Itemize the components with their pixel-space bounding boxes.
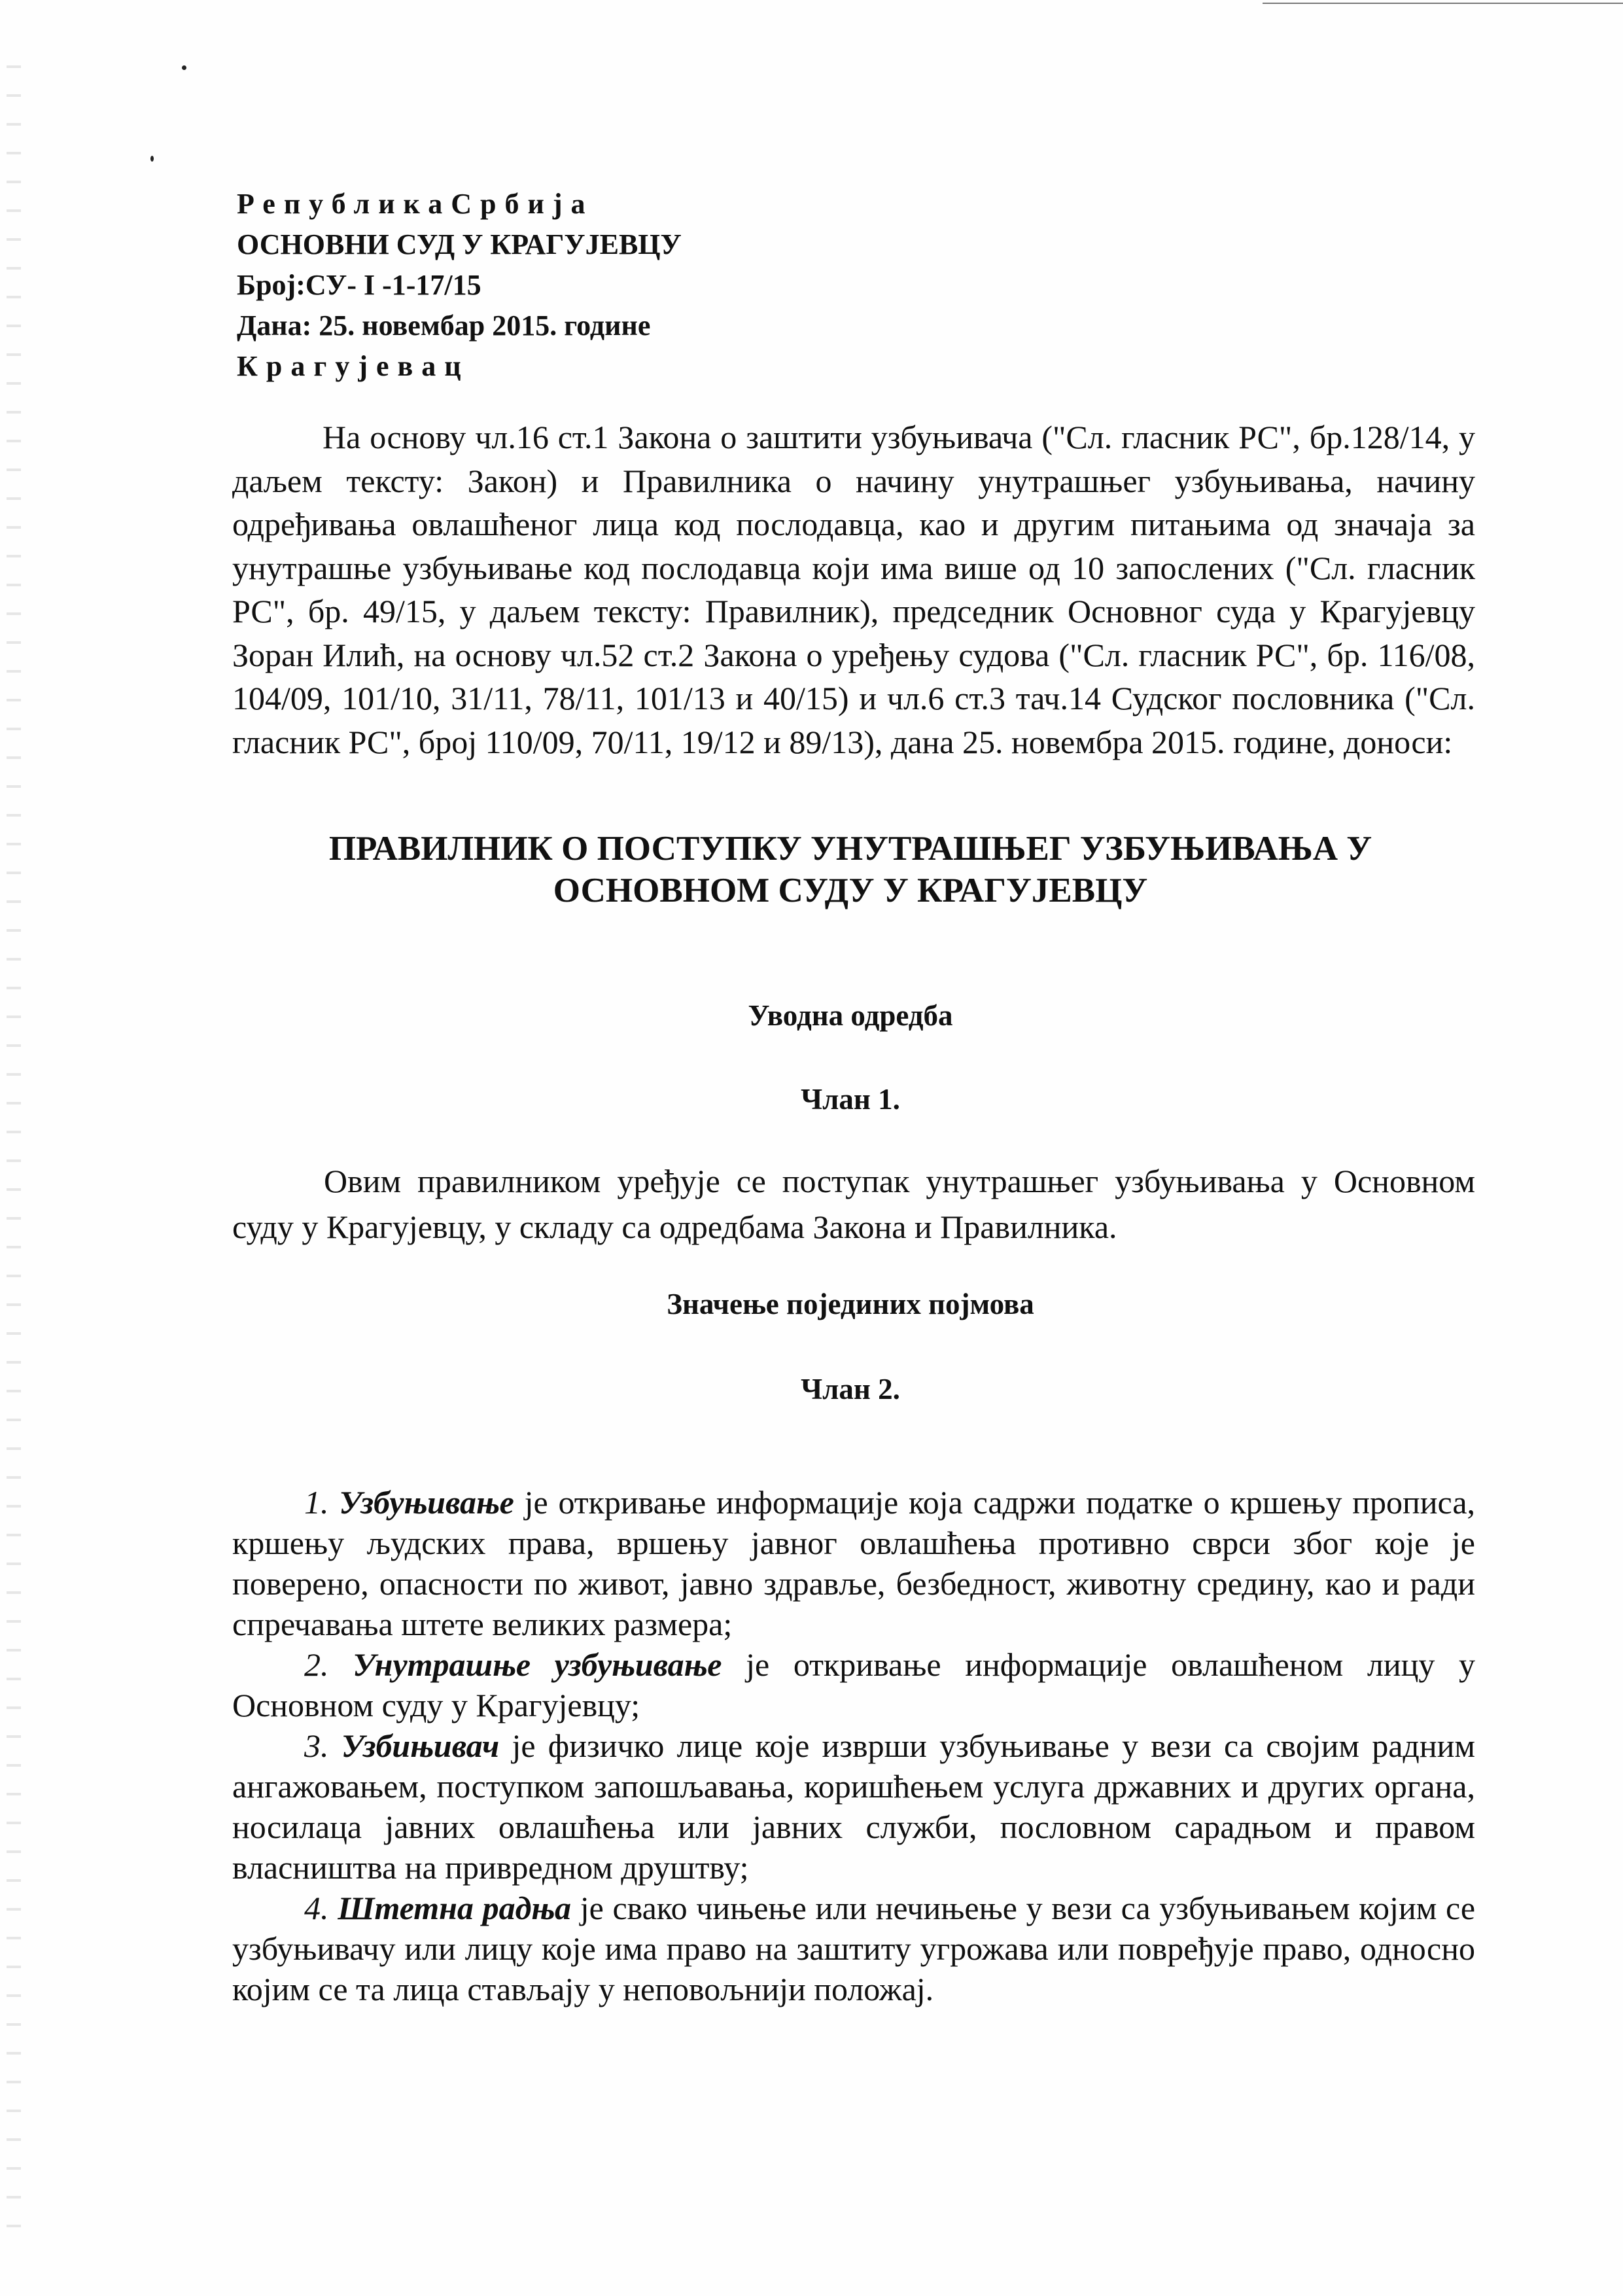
article-2-heading: Члан 2. [801, 1373, 900, 1405]
definition-term: Штетна радња [338, 1890, 572, 1926]
definition-text: је откривање информације овлашћеном лицу у Основном суду у Крагујевцу; [232, 1646, 1476, 1723]
definition-item [232, 1644, 1475, 1725]
definition-item [232, 1482, 1475, 1644]
definition-text: је свако чињење или нечињење у вези са узбуњивањем којим се узбуњивачу или лицу које има право на заштиту угрожава или повређује право, односно којим се та лица стављају у неповољнији положај. [232, 1890, 1476, 2007]
definition-term: Узбуњивање [339, 1484, 514, 1521]
definition-term: Унутрашње узбуњивање [353, 1646, 722, 1683]
article-1-text: Овим правилником уређује се поступак унутрашњег узбуњивања у Основном суду у Крагујевцу, у складу са одредбама Закона и Правилника. [232, 1163, 1475, 1245]
preamble-text: На основу чл.16 ст.1 Закона о заштити узбуњивача ("Сл. гласник РС", бр.128/14, у даљем тексту: Закон) и Правилника о начину унутрашњег узбуњивања, начину одређивања овлашћеног лица код послодавца, као и другим питањима од значаја за унутрашње узбуњивање код послодавца који има више од 10 запослених ("Сл. гласник РС", бр. 49/15, у даљем тексту: Правилник), председник Основног суда у Крагујевцу Зоран Илић, на основу чл.52 ст.2 Закона о уређењу судова ("Сл. гласник РС", бр. 116/08, 104/09, 101/10, 31/11, 78/11, 101/13 и 40/15) и чл.6 ст.3 тач.14 Судског пословника ("Сл. гласник РС", број 110/09, 70/11, 19/12 и 89/13), дана 25. новембра 2015. године, доноси: [232, 419, 1475, 760]
definition-item [232, 1725, 1475, 1888]
definition-number: 2. [304, 1646, 329, 1683]
scan-edge-line [1263, 3, 1623, 4]
header-city: Крагујевац [237, 350, 470, 382]
document-title [236, 828, 1465, 911]
definition-text: је физичко лице које изврши узбуњивање у вези са својим радним ангажовањем, поступком запошљавања, коришћењем услуга државних и других органа, носилаца јавних овлашћења или јавних служби, пословном сарадњом и правом власништва на привредном друштву; [232, 1727, 1476, 1886]
section-1-heading: Уводна одредба [748, 999, 953, 1032]
definition-number: 4. [304, 1890, 329, 1926]
header-date: Дана: 25. новембар 2015. године [237, 309, 651, 342]
title-line-2: ОСНОВНОМ СУДУ У КРАГУЈЕВЦУ [553, 872, 1148, 910]
definition-item [232, 1888, 1475, 2009]
scan-edge-marks [7, 39, 21, 2238]
preamble [232, 415, 1475, 764]
definition-term: Узбињивач [341, 1727, 500, 1764]
article-1-heading: Члан 1. [801, 1083, 900, 1116]
scan-speck [182, 65, 186, 70]
title-line-1: ПРАВИЛНИК О ПОСТУПКУ УНУТРАШЊЕГ УЗБУЊИВАЊА У [328, 830, 1372, 868]
definition-number: 3. [304, 1727, 329, 1764]
scan-speck [150, 156, 154, 162]
section-2-heading: Значење појединих појмова [667, 1288, 1034, 1320]
definition-text: је откривање информације која садржи податке о кршењу прописа, кршењу људских права, вршењу јавног овлашћења противно сврси због које је поверено, опасности по живот, јавно здравље, безбедност, животну средину, као и ради спречавања штете великих размера; [232, 1484, 1476, 1642]
header-court: ОСНОВНИ СУД У КРАГУЈЕВЦУ [237, 228, 682, 260]
article-2-body [232, 1482, 1475, 2009]
definition-number: 1. [304, 1484, 329, 1521]
header-number: Број:СУ- I -1-17/15 [237, 269, 481, 301]
header-republic: РепубликаСрбија [237, 188, 594, 220]
document-header [237, 188, 682, 391]
article-1-body [232, 1158, 1475, 1250]
